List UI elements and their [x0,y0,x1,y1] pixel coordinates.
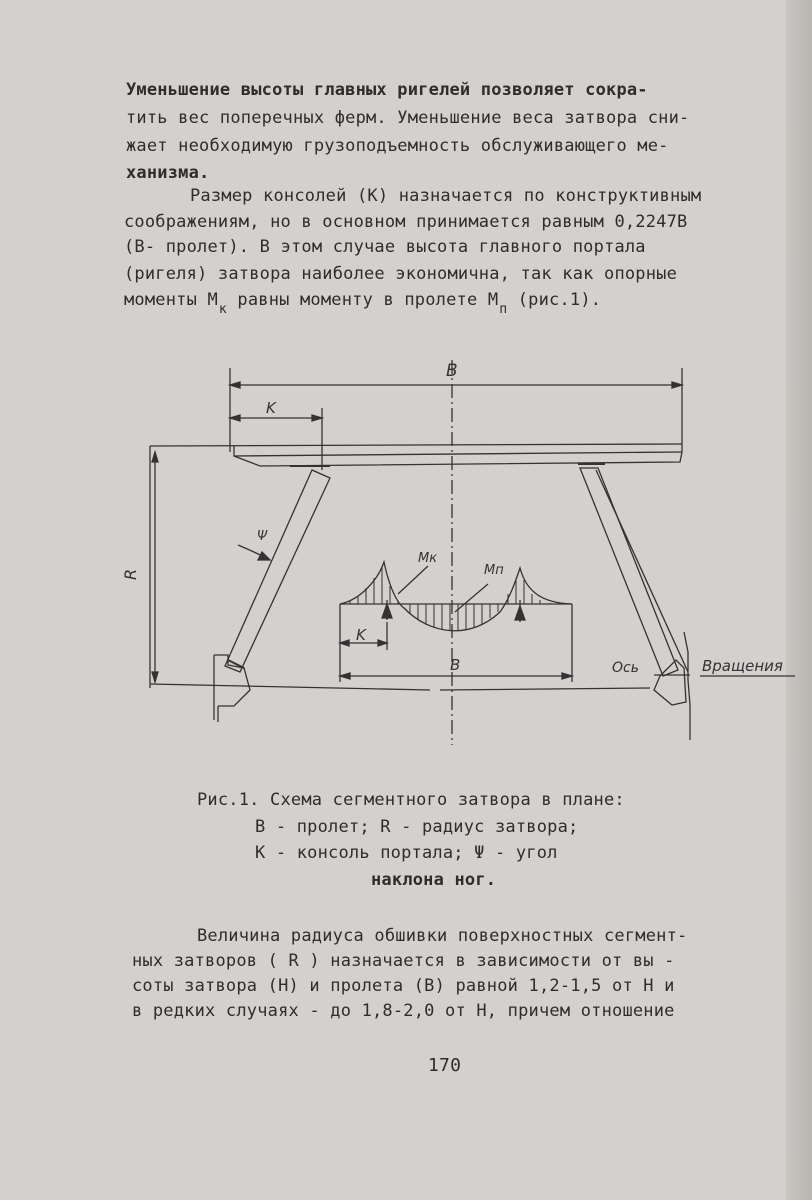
label-k-top: K [266,399,276,417]
subscript-k: к [218,302,227,317]
caption-line-3: К - консоль портала; Ψ - угол [255,843,558,863]
paragraph-3-line-3: соты затвора (Н) и пролета (В) равной 1,2-1,5 от Н и [132,976,675,996]
right-leg [580,468,678,676]
label-b-lower: B [450,656,461,674]
caption-line-4: наклона ног. [371,870,497,890]
paragraph-1-line-1: Уменьшение высоты главных ригелей позволяет сокра- [126,80,648,100]
moments-suffix: (рис.1). [507,290,602,310]
label-psi: Ψ [257,529,268,544]
paragraph-2-line-1: Размер консолей (К) назначается по конструктивным [190,186,702,206]
page-number: 170 [428,1055,462,1076]
paragraph-3-line-4: в редких случаях - до 1,8-2,0 от Н, причем отношение [132,1001,675,1021]
moments-prefix: моменты М [124,290,218,310]
paragraph-2-line-3: (В- пролет). В этом случае высота главного портала [124,237,646,257]
caption-line-1: Рис.1. Схема сегментного затвора в плане: [197,790,625,810]
paragraph-2-line-4: (ригеля) затвора наиболее экономична, так как опорные [124,264,678,284]
paragraph-3-line-1: Величина радиуса обшивки поверхностных сегмент- [197,926,688,946]
label-b-top: B [446,361,458,381]
label-axis-1: Ось [612,660,639,676]
paragraph-1-line-3: жает необходимую грузоподъемность обслуживающего ме- [126,136,669,156]
label-r: R [121,568,140,580]
paragraph-1-line-4: ханизма. [126,163,210,183]
moments-middle: равны моменту в пролете М [226,290,499,310]
label-axis-2: Вращения [702,657,783,675]
paragraph-3-line-2: ных затворов ( R ) назначается в зависимости от вы - [132,951,675,971]
label-mk: Mк [418,551,438,566]
paragraph-1-line-2: тить вес поперечных ферм. Уменьшение веса затвора сни- [126,108,690,128]
paragraph-2-line-2: соображениям, но в основном принимается равным 0,2247В [124,212,688,232]
subscript-p: п [499,302,508,317]
moment-curve [340,562,572,631]
left-leg [225,470,330,672]
label-mp: Mп [484,563,504,578]
label-k-lower: K [356,626,366,644]
caption-line-2: В - пролет; R - радиус затвора; [255,817,579,837]
